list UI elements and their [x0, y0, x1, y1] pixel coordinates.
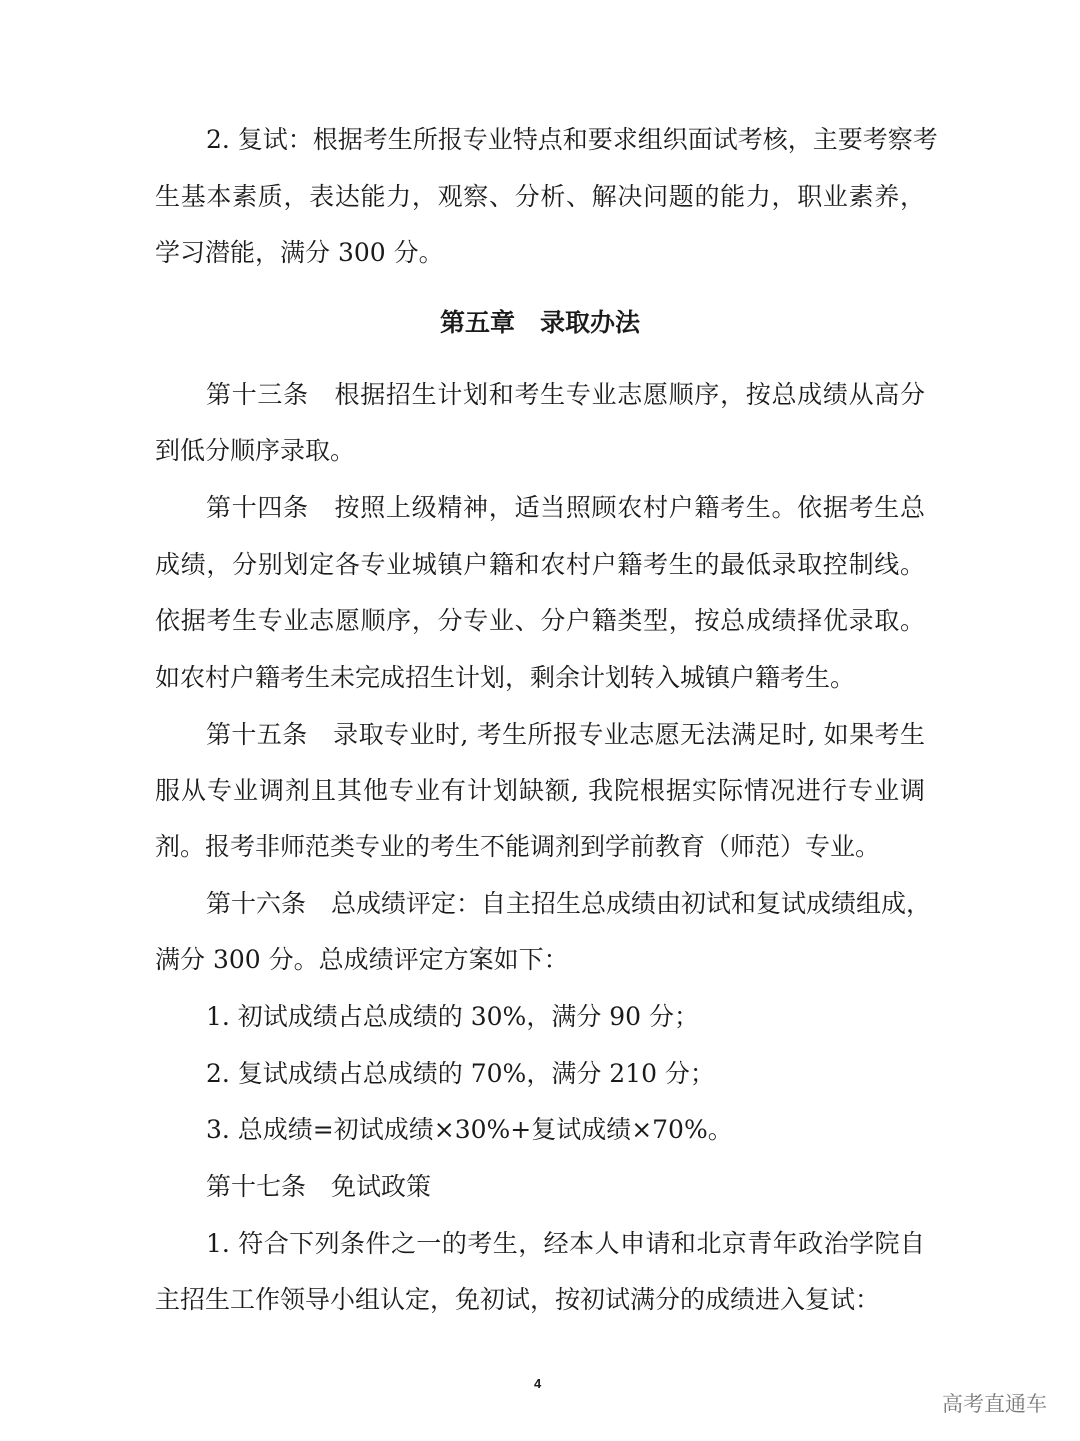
text-line: 第十五条 录取专业时, 考生所报专业志愿无法满足时, 如果考生 — [206, 720, 925, 749]
chapter-heading: 第五章 录取办法 — [439, 308, 640, 337]
text-line: 第十七条 免试政策 — [206, 1172, 432, 1201]
text-line: 如农村户籍考生未完成招生计划，剩余计划转入城镇户籍考生。 — [155, 663, 856, 692]
text-line: 主招生工作领导小组认定，免初试，按初试满分的成绩进入复试： — [155, 1285, 881, 1314]
text-line: 依据考生专业志愿顺序，分专业、分户籍类型，按总成绩择优录取。 — [155, 606, 925, 635]
text-line: 1. 符合下列条件之一的考生，经本人申请和北京青年政治学院自 — [206, 1229, 925, 1258]
text-line: 第十六条 总成绩评定：自主招生总成绩由初试和复试成绩组成， — [206, 889, 932, 918]
watermark: 高考直通车 — [942, 1392, 1047, 1416]
text-line: 成绩，分别划定各专业城镇户籍和农村户籍考生的最低录取控制线。 — [155, 550, 925, 579]
text-line: 2. 复试成绩占总成绩的 70%，满分 210 分； — [206, 1059, 715, 1088]
text-line: 到低分顺序录取。 — [155, 436, 356, 465]
page-number: 4 — [534, 1376, 542, 1391]
text-line: 3. 总成绩=初试成绩×30%+复试成绩×70%。 — [206, 1115, 733, 1144]
text-line: 服从专业调剂且其他专业有计划缺额, 我院根据实际情况进行专业调 — [155, 776, 925, 805]
text-line: 学习潜能，满分 300 分。 — [155, 238, 444, 267]
text-line: 满分 300 分。总成绩评定方案如下： — [155, 945, 569, 974]
text-line: 2. 复试：根据考生所报专业特点和要求组织面试考核，主要考察考 — [206, 125, 938, 154]
text-line: 第十四条 按照上级精神，适当照顾农村户籍考生。依据考生总 — [206, 493, 925, 522]
text-line: 生基本素质，表达能力，观察、分析、解决问题的能力，职业素养， — [155, 182, 925, 211]
text-line: 剂。报考非师范类专业的考生不能调剂到学前教育（师范）专业。 — [155, 832, 881, 861]
text-line: 1. 初试成绩占总成绩的 30%，满分 90 分； — [206, 1002, 700, 1031]
text-line: 第十三条 根据招生计划和考生专业志愿顺序，按总成绩从高分 — [206, 380, 925, 409]
